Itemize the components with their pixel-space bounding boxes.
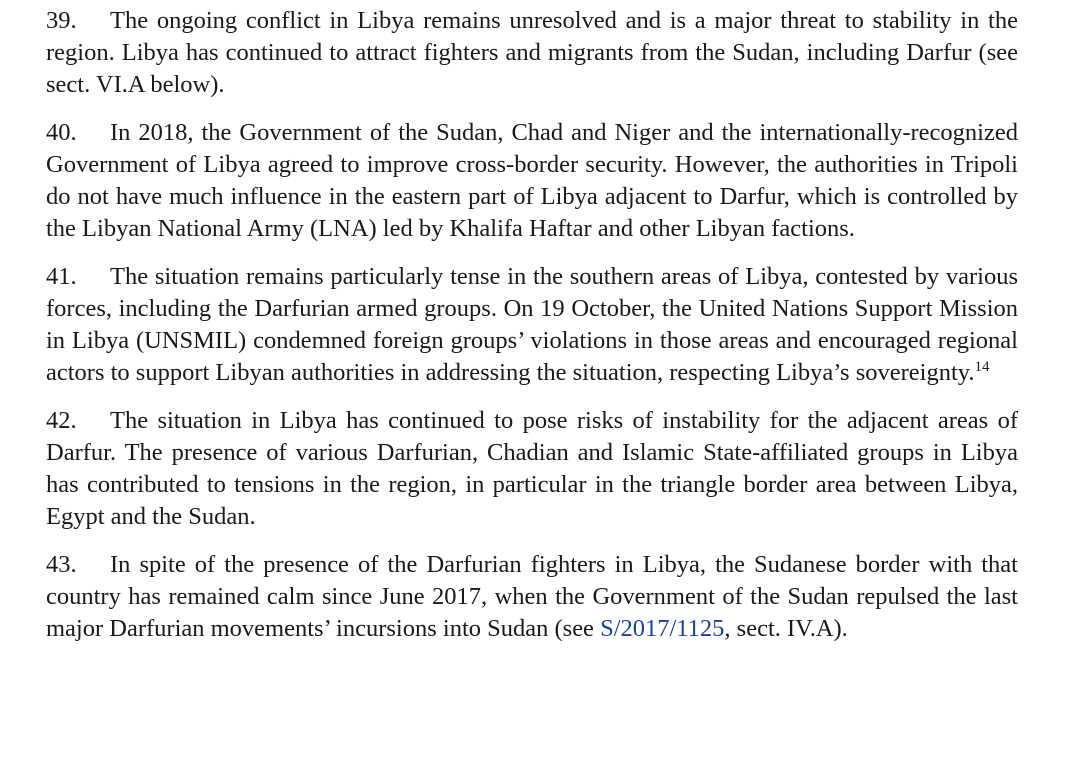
document-link[interactable]: S/2017/1125 bbox=[600, 615, 725, 642]
footnote-reference[interactable]: 14 bbox=[974, 359, 990, 375]
paragraph-42 bbox=[46, 405, 1018, 533]
paragraph-40 bbox=[46, 117, 1018, 245]
paragraph-number: 42. bbox=[46, 407, 77, 434]
paragraph-number: 40. bbox=[46, 119, 77, 146]
paragraph-number: 41. bbox=[46, 263, 77, 290]
paragraph-number: 39. bbox=[46, 7, 77, 34]
document-page bbox=[46, 5, 1018, 661]
paragraph-text: The ongoing conflict in Libya remains unresolved and is a major threat to stability in the region. Libya has continued to attract fighters and migrants from the Sudan, including Darfur (see sect. VI.A below). bbox=[46, 7, 1018, 98]
paragraph-39 bbox=[46, 5, 1018, 101]
paragraph-41 bbox=[46, 261, 1018, 389]
paragraph-text-before-link: In spite of the presence of the Darfurian fighters in Libya, the Sudanese border with that country has remained calm since June 2017, when the Government of the Sudan repulsed the last major Darfurian movements’ incursions into Sudan (see bbox=[46, 551, 1018, 642]
paragraph-number: 43. bbox=[46, 551, 77, 578]
paragraph-text-after-link: , sect. IV.A). bbox=[724, 615, 848, 642]
paragraph-text: The situation in Libya has continued to pose risks of instability for the adjacent areas of Darfur. The presence of various Darfurian, Chadian and Islamic State-affiliated groups in Libya has contributed to tensions in the region, in particular in the triangle border area between Libya, Egypt and the Sudan. bbox=[46, 407, 1018, 530]
paragraph-text: In 2018, the Government of the Sudan, Chad and Niger and the internationally-recognized Government of Libya agreed to improve cross-border security. However, the authorities in Tripoli do not have much influence in the eastern part of Libya adjacent to Darfur, which is controlled by the Libyan National Army (LNA) led by Khalifa Haftar and other Libyan factions. bbox=[46, 119, 1018, 242]
paragraph-text: The situation remains particularly tense in the southern areas of Libya, contested by various forces, including the Darfurian armed groups. On 19 October, the United Nations Support Mission in Libya (UNSMIL) condemned foreign groups’ violations in those areas and encouraged regional actors to support Libyan authorities in addressing the situation, respecting Libya’s sovereignty. bbox=[46, 263, 1018, 386]
paragraph-43 bbox=[46, 549, 1018, 645]
